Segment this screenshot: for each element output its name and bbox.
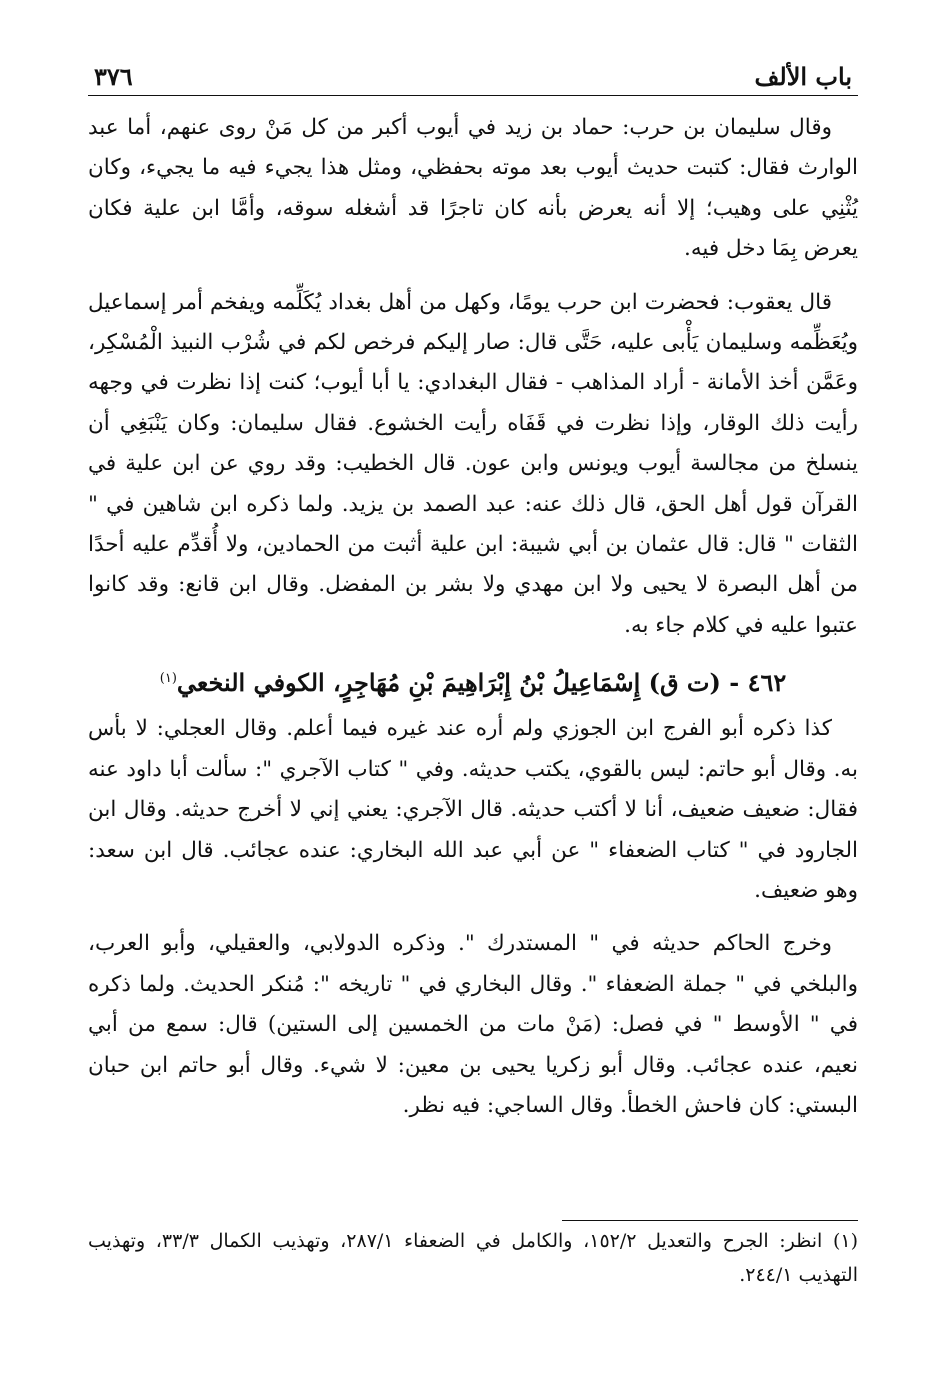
footnote: (١) انظر: الجرح والتعديل ١٥٢/٢، والكامل في الضعفاء ٢٨٧/١، وتهذيب الكمال ٣٣/٣، وتهذيب التهذيب ٢٤٤/١.	[88, 1230, 859, 1286]
entry-symbols: (ت ق)	[648, 668, 721, 698]
paragraph: وخرج الحاكم حديثه في " المستدرك ". وذكره الدولابي، والعقيلي، وأبو العرب، والبلخي في " جملة الضعفاء ". وقال البخاري في " تاريخه ": مُنكر الحديث. ولما ذكره في " الأوسط " في فصل: (مَنْ مات من الخمسين إلى الستين) قال: سمع من أبي نعيم، عنده عجائب. وقال أبو زكريا يحيى بن معين: لا شيء. وقال أبو حاتم ابن حبان البستي: كان فاحش الخطأ. وقال الساجي: فيه نظر.	[88, 931, 858, 1118]
book-page	[88, 52, 859, 1286]
chapter-title: باب الألف	[754, 62, 852, 91]
page-number: ٣٧٦	[94, 62, 133, 91]
entry-heading	[88, 659, 858, 703]
paragraph: وقال سليمان بن حرب: حماد بن زيد في أيوب أكبر من كل مَنْ روى عنهم، أما عبد الوارث فقال: كتبت حديث أيوب بعد موته بحفظي، ومثل هذا يجيء فيه ما يجيء، وكان يُثْنِي على وهيب؛ إلا أنه يعرض بأنه كان تاجرًا قد أشغله سوقه، وأمَّا ابن علية فكان يعرض بِمَا دخل فيه.	[88, 115, 858, 262]
paragraph: قال يعقوب: فحضرت ابن حرب يومًا، وكهل من أهل بغداد يُكَلِّمه ويفخم أمر إسماعيل ويُعَظِّمه وسليمان يَأْبى عليه، حَتَّى قال: صار إليكم فرخص لكم في شُرْب النبيذ الْمُسْكِر، وعَمَّن أخذ الأمانة - أراد المذاهب - فقال البغدادي: يا أبا أيوب؛ كنت إذا نظرت في وجهه رأيت ذلك الوقار، وإذا نظرت في قَفَاه رأيت الخشوع. فقال سليمان: وكان يَنْبَغِي أن ينسلخ من مجالسة أيوب ويونس وابن عون. قال الخطيب: وقد روي عن ابن علية في القرآن قول أهل الحق، قال ذلك عنه: عبد الصمد بن يزيد. ولما ذكره ابن شاهين في " الثقات " قال: قال عثمان بن أبي شيبة: ابن علية أثبت من الحمادين، ولا أُقدِّم عليه أحدًا من أهل البصرة لا يحيى ولا ابن مهدي ولا بشر بن المفضل. وقال ابن قانع: وقد كانوا عتبوا عليه في كلام جاء به.	[88, 289, 858, 638]
running-header	[88, 52, 858, 96]
entry-dash: -	[729, 668, 740, 698]
entry-name: إِسْمَاعِيلُ بْنُ إِبْرَاهِيمَ بْنِ مُهَاجِرٍ، الكوفي النخعي	[176, 668, 641, 698]
footnote-marker: (١)	[159, 671, 177, 687]
footnote-separator	[562, 1220, 858, 1221]
entry-number: ٤٦٢	[747, 668, 787, 698]
paragraph: كذا ذكره أبو الفرج ابن الجوزي ولم أره عند غيره فيما أعلم. وقال العجلي: لا بأس به. وقال أبو حاتم: ليس بالقوي، يكتب حديثه. وفي " كتاب الآجري ": سألت أبا داود عنه فقال: ضعيف ضعيف، أنا لا أكتب حديثه. قال الآجري: يعني إني لا أخرج حديثه. وقال ابن الجارود في " كتاب الضعفاء " عن أبي عبد الله البخاري: عنده عجائب. قال ابن سعد: وهو ضعيف.	[88, 716, 858, 903]
main-text	[88, 108, 858, 1126]
